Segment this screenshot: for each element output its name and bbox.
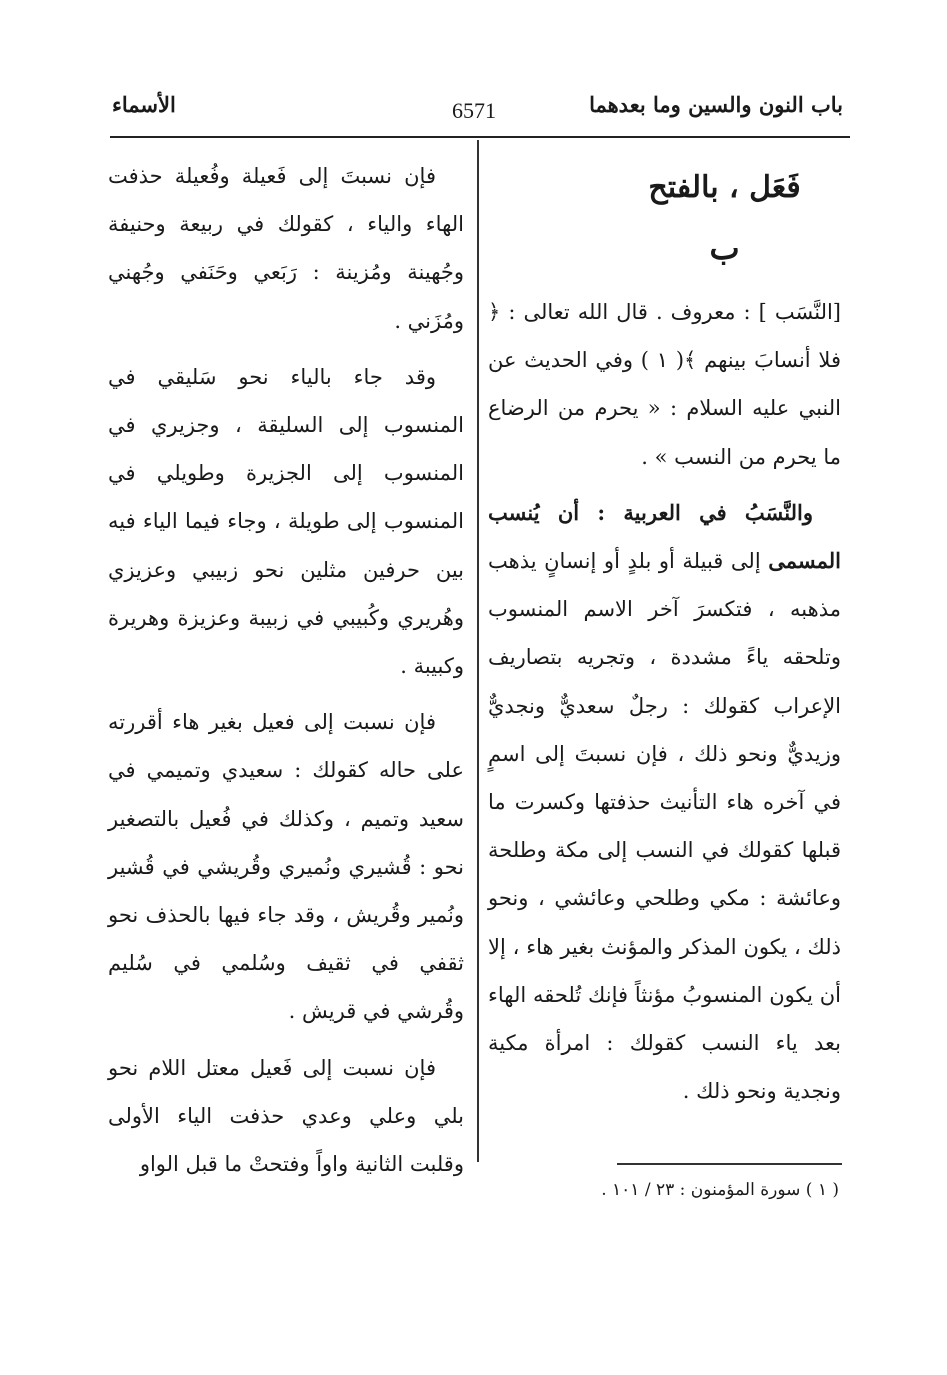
paragraph-nisba-body: إلى قبيلة أو بلدٍ أو إنسانٍ يذهب مذهبه ، فتكسرَ آخر الاسم المنسوب وتلحقه ياءً مشددة ، وتجريه بتصاريف الإعراب كقولك : رجلٌ سعديٌّ ونجديٌّ وزيديٌّ ونحو ذلك ، فإن نسبتَ إلى اسمٍ في آخره هاء التأنيث حذفتها وكسرت ما قبلها كقولك في النسب إلى مكة وطلحة وعائشة : مكي وطلحي وعائشي ، ونحو ذلك ، يكون المذكر والمؤنث بغير هاء ، إلا أن يكون المنسوبُ مؤنثاً فإنك تُلحقه الهاء بعد ياء النسب كقولك : امرأة مكية ونجدية ونحو ذلك . (488, 549, 841, 1104)
footnote: ( ١ ) سورة المؤمنون : ٢٣ / ١٠١ . (601, 1180, 839, 1200)
page-number: 6571 (452, 98, 496, 123)
entry-letter: ب (709, 229, 740, 267)
paragraph-nisba-lead: والنَّسَبُ في العربية : أن يُنسب المسمى (488, 499, 841, 574)
paragraph-ya: وقد جاء بالياء نحو سَليقي في المنسوب إلى السليقة ، وجزيري في المنسوب إلى الجزيرة وطويلي في المنسوب إلى طويلة ، وجاء فيما الياء فيه بين حرفين مثلين نحو زبيبي وعزيزي وهُريري وكُبيبي في زبيبة وعزيزة وهريرة وكبيبة . (108, 364, 464, 679)
column-divider (477, 140, 479, 1162)
header-rule (110, 136, 850, 138)
paragraph-mutall: فإن نسبت إلى فَعيل معتل اللام نحو بلي وعلي وعدي حذفت الياء الأولى وقلبت الثانية واواً وفتحتْ ما قبل الواو (108, 1055, 464, 1177)
running-header-section: باب النون والسين وما بعدهما (589, 92, 843, 117)
paragraph-nisba (488, 489, 841, 1116)
entry-title: فَعَل ، بالفتح (648, 170, 801, 205)
paragraph-fail: فإن نسبت إلى فعيل بغير هاء أقررته على حاله كقولك : سعيدي وتميمي في سعيد وتميم ، وكذلك في فُعيل بالتصغير نحو : قُشيري ونُميري وقُريشي في قُشير ونُمير وقُريش ، وقد جاء فيها بالحذف نحو ثقفي في ثقيف وسُلمي في سُليم وقُرشي في قريش . (108, 710, 464, 1024)
right-column (488, 152, 841, 1123)
paragraph-faila: فإن نسبتَ إلى فَعيلة وفُعيلة حذفت الهاء والياء ، كقولك في ربيعة وحنيفة وجُهينة ومُزينة : رَبَعي وحَنَفي وجُهني ومُزَني . (108, 164, 464, 333)
paragraph-definition: [النَّسَب ] : معروف . قال الله تعالى : ﴿ فلا أنسابَ بينهم ﴾( ١ ) وفي الحديث عن النبي عليه السلام : « يحرم من الرضاع ما يحرم من النسب » . (488, 300, 841, 469)
running-header-book: الأسماء (112, 92, 176, 117)
footnote-rule (617, 1163, 842, 1165)
left-column (108, 152, 464, 1196)
